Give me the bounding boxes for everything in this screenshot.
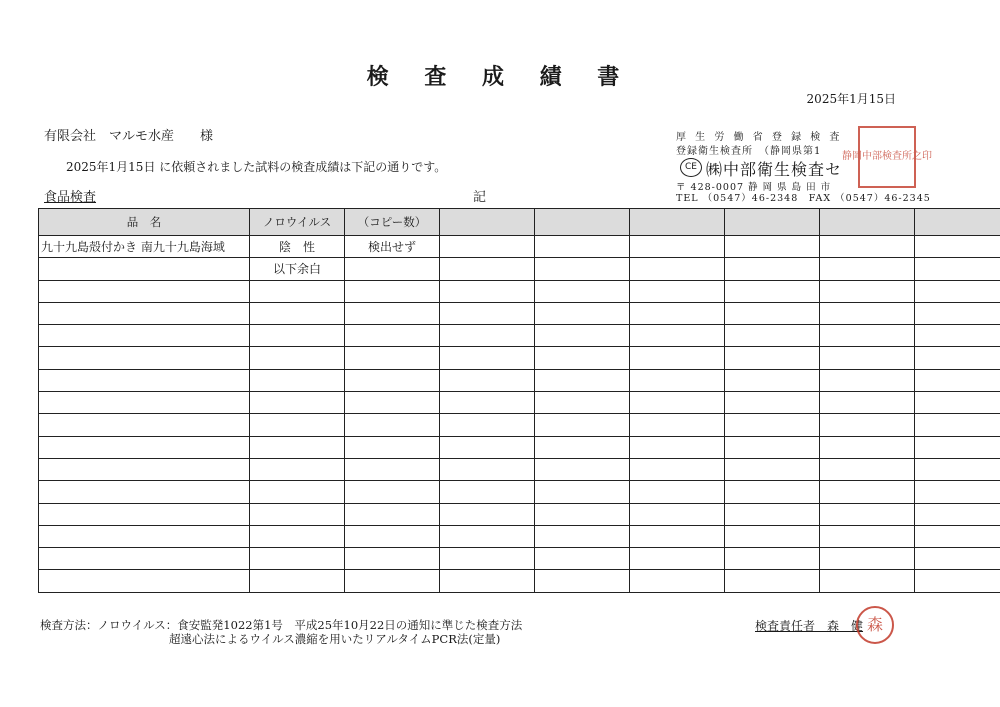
table-cell xyxy=(820,458,915,480)
table-row xyxy=(39,369,1000,391)
table-cell xyxy=(630,347,725,369)
table-cell xyxy=(915,570,1000,592)
table-cell xyxy=(820,347,915,369)
table-row xyxy=(39,458,1000,480)
table-row xyxy=(39,548,1000,570)
table-row xyxy=(39,236,1000,258)
table-header-cell xyxy=(440,209,535,236)
table-cell xyxy=(250,503,345,525)
table-cell xyxy=(725,236,820,258)
table-cell xyxy=(440,325,535,347)
table-cell xyxy=(535,280,630,302)
table-cell xyxy=(39,436,250,458)
table-row xyxy=(39,258,1000,280)
table-cell xyxy=(39,347,250,369)
table-cell xyxy=(250,280,345,302)
table-cell xyxy=(345,481,440,503)
table-cell xyxy=(915,525,1000,547)
intro-text: 2025年1月15日 に依頼されました試料の検査成績は下記の通りです。 xyxy=(66,160,447,174)
table-row xyxy=(39,347,1000,369)
table-cell xyxy=(345,414,440,436)
table-row xyxy=(39,503,1000,525)
table-cell xyxy=(440,525,535,547)
ki-mark: 記 xyxy=(473,190,487,205)
table-cell xyxy=(39,392,250,414)
table-cell xyxy=(630,525,725,547)
table-cell xyxy=(630,236,725,258)
table-cell xyxy=(440,280,535,302)
issuer-phone: TEL （0547）46-2348 FAX （0547）46-2345 xyxy=(676,193,931,204)
table-cell xyxy=(630,369,725,391)
issuer-lab-number: 登録衛生検査所 （静岡県第1 xyxy=(676,146,822,157)
table-cell xyxy=(535,570,630,592)
table-cell xyxy=(820,392,915,414)
table-cell xyxy=(440,436,535,458)
table-cell xyxy=(250,369,345,391)
table-cell xyxy=(345,258,440,280)
table-cell xyxy=(630,570,725,592)
table-cell xyxy=(725,548,820,570)
table-header-cell xyxy=(915,209,1000,236)
table-cell xyxy=(630,436,725,458)
table-cell xyxy=(915,280,1000,302)
table-cell xyxy=(250,525,345,547)
table-cell xyxy=(725,280,820,302)
table-row xyxy=(39,436,1000,458)
table-cell xyxy=(630,325,725,347)
table-cell xyxy=(345,503,440,525)
table-header-cell xyxy=(630,209,725,236)
table-cell xyxy=(535,436,630,458)
table-header-cell: （コピー数） xyxy=(345,209,440,236)
table-cell xyxy=(440,369,535,391)
table-cell xyxy=(440,414,535,436)
table-cell xyxy=(345,280,440,302)
table-cell xyxy=(535,525,630,547)
table-cell xyxy=(915,481,1000,503)
table-header-cell: ノロウイルス xyxy=(250,209,345,236)
table-cell: 九十九島殻付かき 南九十九島海域 xyxy=(39,236,250,258)
table-cell xyxy=(39,369,250,391)
table-cell xyxy=(725,570,820,592)
table-cell xyxy=(250,302,345,324)
table-cell xyxy=(915,548,1000,570)
table-cell xyxy=(440,347,535,369)
page-title: 検 査 成 績 書 xyxy=(366,64,634,90)
table-cell xyxy=(915,458,1000,480)
table-cell xyxy=(630,280,725,302)
table-cell xyxy=(725,347,820,369)
issuer-name xyxy=(682,157,842,180)
table-cell xyxy=(250,436,345,458)
table-cell xyxy=(535,302,630,324)
table-cell xyxy=(820,258,915,280)
table-cell xyxy=(915,414,1000,436)
table-cell xyxy=(630,258,725,280)
table-cell xyxy=(250,414,345,436)
table-cell xyxy=(915,325,1000,347)
table-header-cell xyxy=(725,209,820,236)
table-header-cell xyxy=(535,209,630,236)
table-cell xyxy=(440,258,535,280)
table-cell xyxy=(345,525,440,547)
table-cell xyxy=(820,436,915,458)
table-cell xyxy=(725,436,820,458)
table-cell xyxy=(725,369,820,391)
table-cell: 以下余白 xyxy=(250,258,345,280)
table-cell xyxy=(820,570,915,592)
table-cell xyxy=(535,236,630,258)
table-cell xyxy=(39,503,250,525)
table-cell xyxy=(725,258,820,280)
table-cell xyxy=(39,302,250,324)
table-cell xyxy=(820,503,915,525)
table-cell xyxy=(915,436,1000,458)
table-cell xyxy=(345,570,440,592)
table-cell xyxy=(535,481,630,503)
table-row xyxy=(39,325,1000,347)
table-cell xyxy=(440,302,535,324)
table-cell xyxy=(345,548,440,570)
table-header-cell: 品 名 xyxy=(39,209,250,236)
table-cell xyxy=(440,458,535,480)
table-cell xyxy=(630,481,725,503)
table-cell xyxy=(250,458,345,480)
table-cell xyxy=(39,525,250,547)
table-cell xyxy=(535,392,630,414)
table-cell xyxy=(820,280,915,302)
table-cell xyxy=(39,258,250,280)
table-cell xyxy=(725,503,820,525)
issuer-name-text: ㈱中部衛生検査セ xyxy=(706,160,843,179)
table-cell xyxy=(630,414,725,436)
table-cell xyxy=(250,481,345,503)
table-cell xyxy=(250,392,345,414)
table-cell xyxy=(630,548,725,570)
table-cell xyxy=(250,347,345,369)
table-cell xyxy=(535,325,630,347)
table-cell xyxy=(440,570,535,592)
issuer-logo-icon: CE xyxy=(680,158,702,177)
table-row xyxy=(39,392,1000,414)
recipient: 有限会社 マルモ水産 様 xyxy=(44,129,214,144)
table-cell xyxy=(345,347,440,369)
table-cell xyxy=(250,570,345,592)
issuer-address: 〒 428-0007 静 岡 県 島 田 市 xyxy=(676,182,832,193)
table-cell xyxy=(345,392,440,414)
table-cell xyxy=(440,503,535,525)
test-category: 食品検査 xyxy=(44,190,97,205)
table-cell xyxy=(725,414,820,436)
table-cell xyxy=(440,548,535,570)
table-row xyxy=(39,481,1000,503)
table-cell xyxy=(250,325,345,347)
table-cell xyxy=(535,548,630,570)
results-table xyxy=(38,208,1000,593)
table-header-row xyxy=(39,209,1000,236)
table-cell xyxy=(535,414,630,436)
table-cell xyxy=(440,236,535,258)
table-row xyxy=(39,414,1000,436)
table-cell xyxy=(915,302,1000,324)
table-cell xyxy=(915,503,1000,525)
table-row xyxy=(39,570,1000,592)
inspector: 検査責任者 森 健 xyxy=(755,619,864,633)
table-cell: 検出せず xyxy=(345,236,440,258)
table-cell xyxy=(725,458,820,480)
table-row xyxy=(39,280,1000,302)
table-cell xyxy=(630,392,725,414)
table-cell xyxy=(630,458,725,480)
table-header-cell xyxy=(820,209,915,236)
table-cell xyxy=(39,414,250,436)
table-cell xyxy=(535,458,630,480)
inspector-seal-icon: 森 xyxy=(856,606,894,644)
table-cell xyxy=(725,392,820,414)
table-cell xyxy=(39,280,250,302)
table-cell xyxy=(345,302,440,324)
table-cell xyxy=(915,347,1000,369)
table-cell xyxy=(630,302,725,324)
table-cell xyxy=(725,325,820,347)
table-cell xyxy=(820,481,915,503)
table-cell xyxy=(725,302,820,324)
table-cell xyxy=(535,369,630,391)
table-cell xyxy=(535,503,630,525)
table-cell xyxy=(535,258,630,280)
issuer-seal-icon: 静岡中部検査所之印 xyxy=(858,126,916,188)
table-cell xyxy=(39,548,250,570)
table-cell xyxy=(725,525,820,547)
table-cell xyxy=(345,436,440,458)
table-cell xyxy=(440,481,535,503)
table-cell xyxy=(820,369,915,391)
table-row xyxy=(39,302,1000,324)
table-cell xyxy=(39,481,250,503)
issue-date: 2025年1月15日 xyxy=(806,92,896,106)
table-cell xyxy=(535,347,630,369)
issuer-registration: 厚 生 労 働 省 登 録 検 査 xyxy=(676,132,843,143)
table-cell xyxy=(820,525,915,547)
table-cell xyxy=(39,458,250,480)
table-cell xyxy=(820,325,915,347)
table-cell xyxy=(915,258,1000,280)
table-cell xyxy=(345,325,440,347)
table-cell: 陰 性 xyxy=(250,236,345,258)
table-cell xyxy=(440,392,535,414)
test-method: 検査方法：ノロウイルス：食安監発1022第1号 平成25年10月22日の通知に準じた検査方法 xyxy=(40,618,523,632)
table-cell xyxy=(820,414,915,436)
table-cell xyxy=(39,570,250,592)
table-cell xyxy=(915,236,1000,258)
table-cell xyxy=(820,548,915,570)
table-cell xyxy=(915,369,1000,391)
table-cell xyxy=(250,548,345,570)
table-cell xyxy=(915,392,1000,414)
table-cell xyxy=(630,503,725,525)
test-method-detail: 超遠心法によるウイルス濃縮を用いたリアルタイムPCR法(定量) xyxy=(169,632,501,646)
table-cell xyxy=(820,236,915,258)
table-cell xyxy=(39,325,250,347)
table-cell xyxy=(345,369,440,391)
table-row xyxy=(39,525,1000,547)
table-cell xyxy=(820,302,915,324)
table-cell xyxy=(725,481,820,503)
table-cell xyxy=(345,458,440,480)
